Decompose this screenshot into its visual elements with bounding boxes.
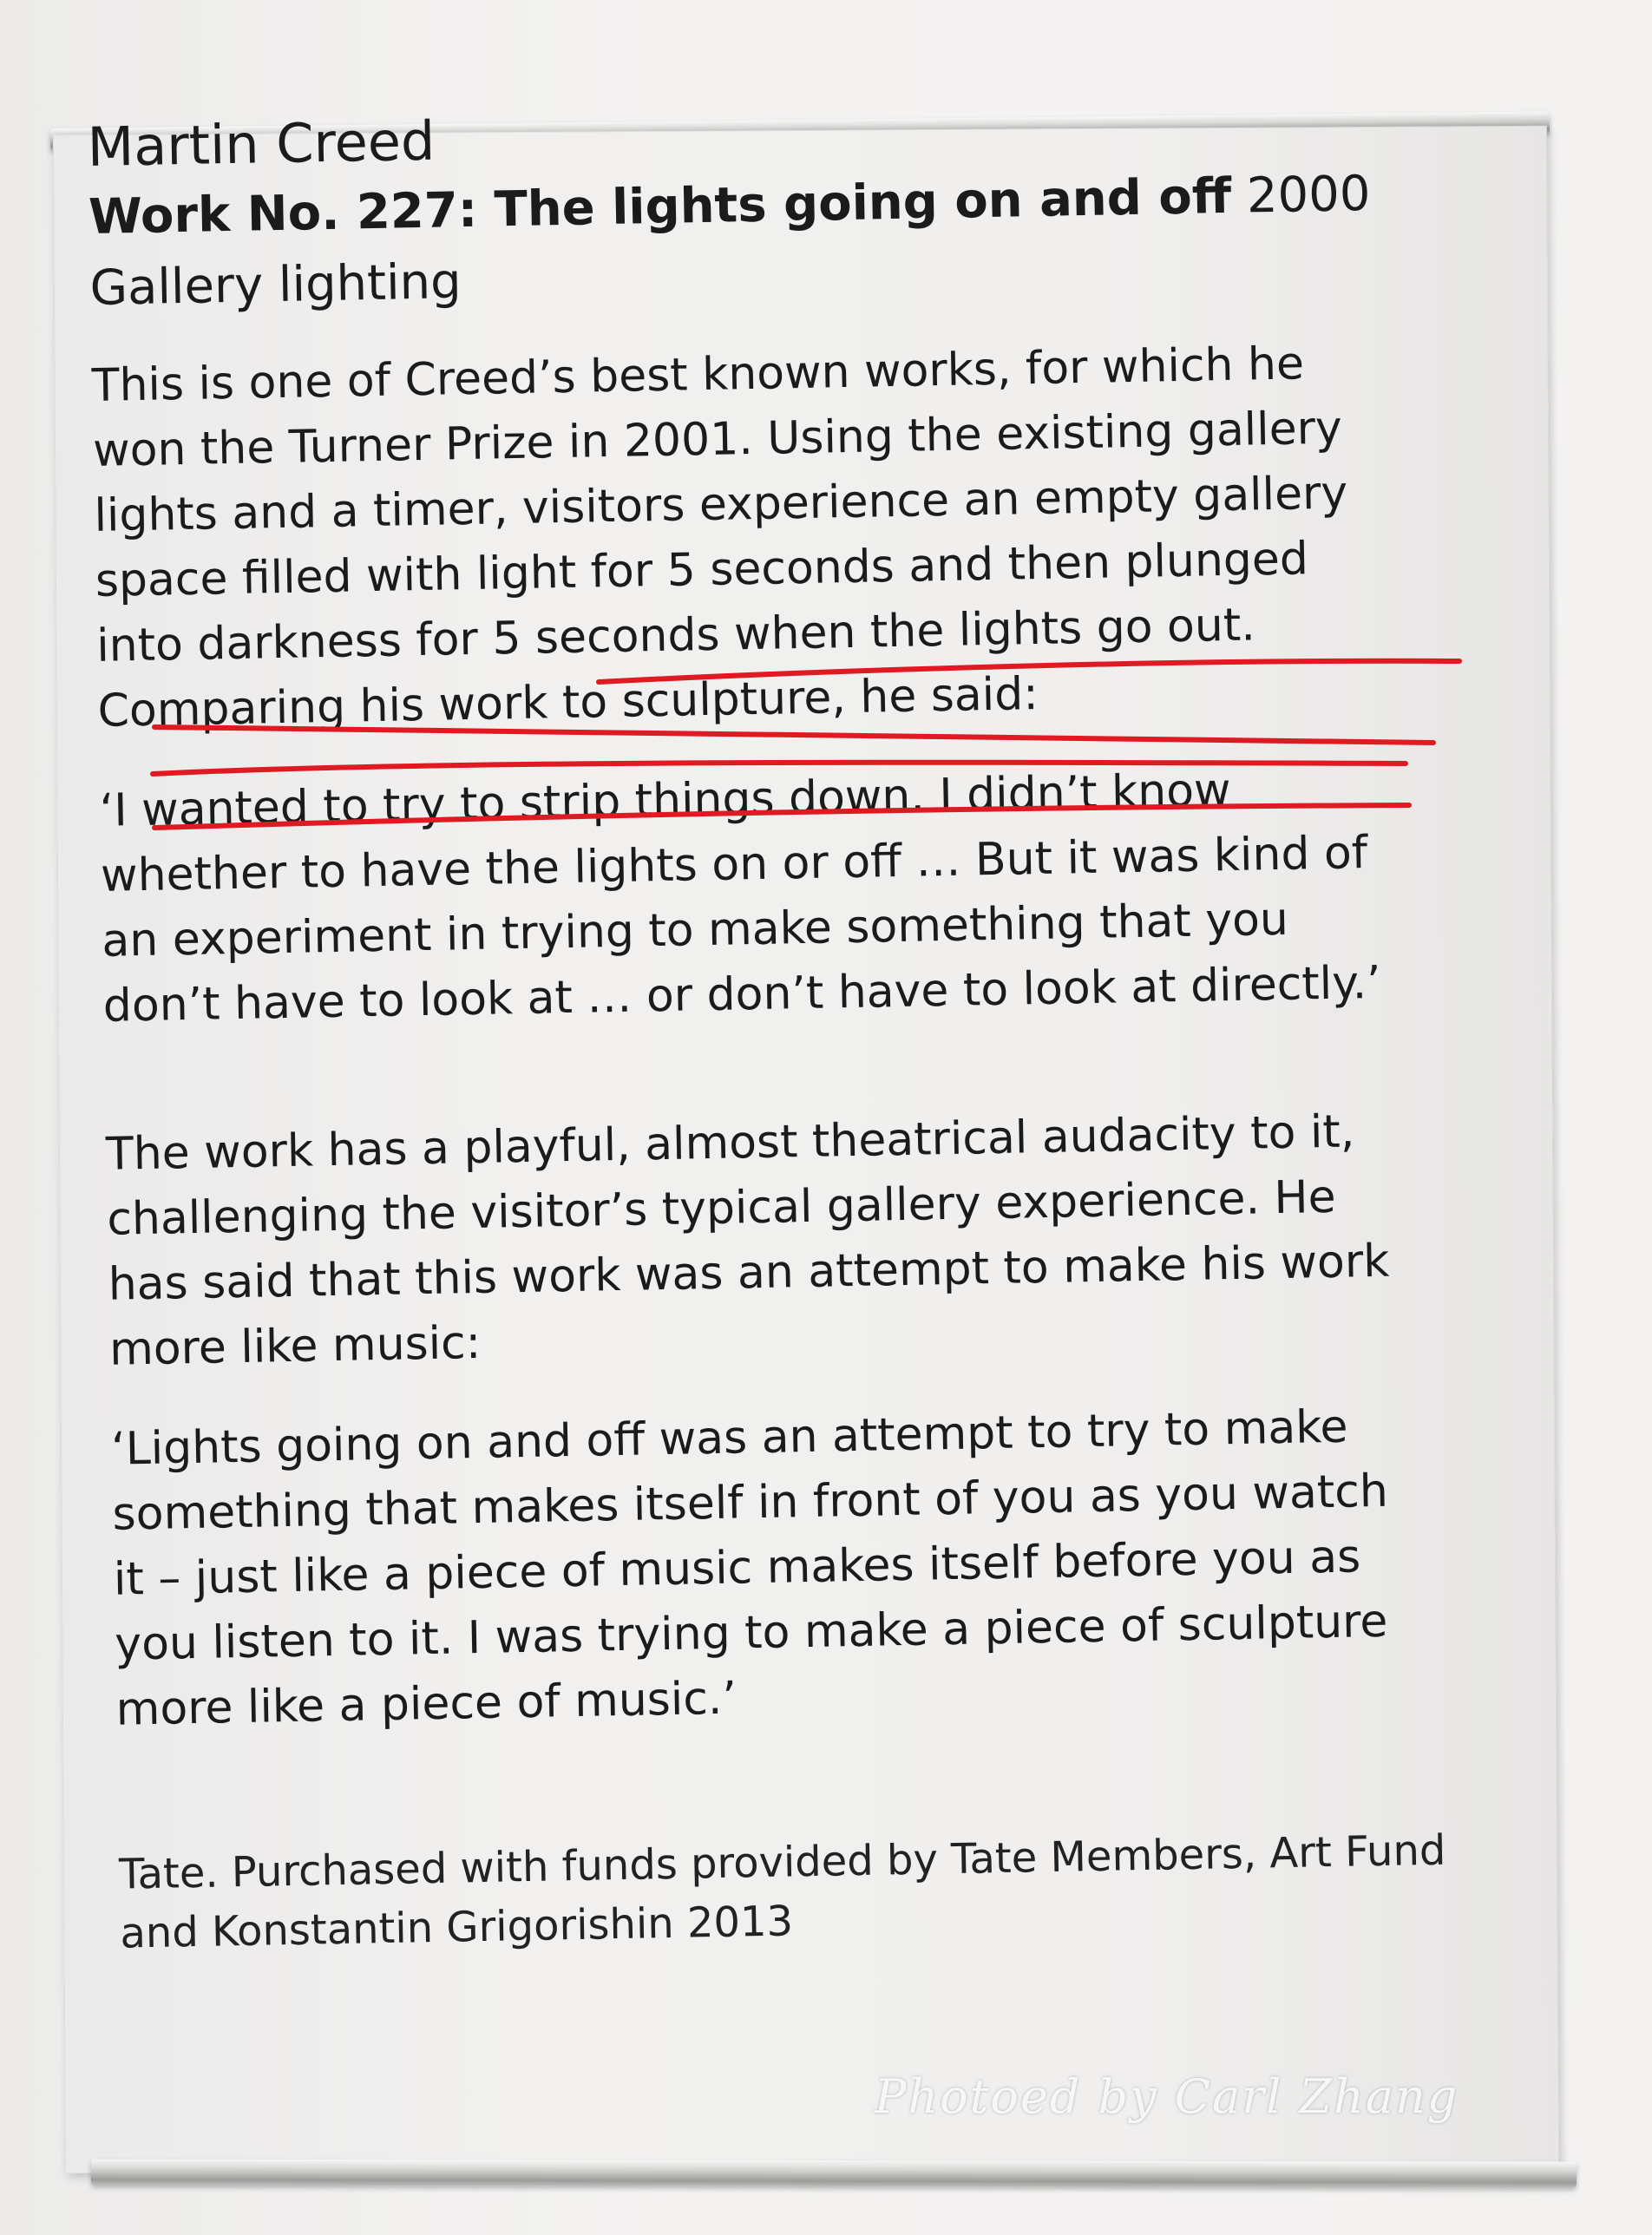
quote-line: ‘I wanted to try to strip things down. I didn’t know [99, 764, 1232, 837]
text-line: has said that this work was an attempt to make his work [108, 1235, 1390, 1311]
quote-line: ‘Lights going on and off was an attempt to try to make [110, 1400, 1348, 1476]
text-line: into darkness for 5 seconds when the lights go out. [95, 599, 1256, 672]
text-line: space filled with light for 5 seconds and then plunged [95, 533, 1309, 607]
quote-line: it – just like a piece of music makes itself before you as [113, 1530, 1361, 1606]
artwork-year: 2000 [1246, 165, 1371, 225]
quote-line: an experiment in trying to make something that you [101, 893, 1289, 967]
label-text [87, 88, 1509, 1963]
artwork-title-bold: Work No. 227: The lights going on and off [88, 167, 1232, 246]
quote-line: whether to have the lights on or off … But it was kind of [100, 827, 1368, 902]
text-line: more like music: [108, 1316, 482, 1376]
hanging-rail-bottom [91, 2160, 1577, 2188]
text-line: won the Turner Prize in 2001. Using the existing gallery [92, 402, 1343, 477]
photo-watermark: Photoed by Carl Zhang [875, 2069, 1459, 2124]
credit-text: Tate. Purchased with funds provided by Tate Members, Art Fund [118, 1825, 1446, 1899]
quote-line: you listen to it. I was trying to make a piece of sculpture [114, 1595, 1388, 1671]
artwork-medium: Gallery lighting [89, 253, 462, 317]
credit-text: and Konstantin Grigorishin 2013 [119, 1897, 794, 1958]
quote-line: something that makes itself in front of you as you watch [112, 1465, 1389, 1541]
text-line: Comparing his work to sculpture, he said: [97, 668, 1039, 737]
text-line: challenging the visitor’s typical gallery experience. He [106, 1170, 1337, 1246]
quote-line: more like a piece of music.’ [115, 1672, 738, 1736]
text-line: This is one of Creed’s best known works, for which he [91, 338, 1305, 412]
artist-name: Martin Creed [87, 108, 436, 179]
text-line: The work has a playful, almost theatrical audacity to it, [105, 1105, 1355, 1181]
description-paragraph-1 [91, 329, 1504, 1743]
quote-line: don’t have to look at … or don’t have to look at directly.’ [102, 956, 1382, 1032]
text-line: lights and a timer, visitors experience an empty gallery [93, 467, 1348, 542]
